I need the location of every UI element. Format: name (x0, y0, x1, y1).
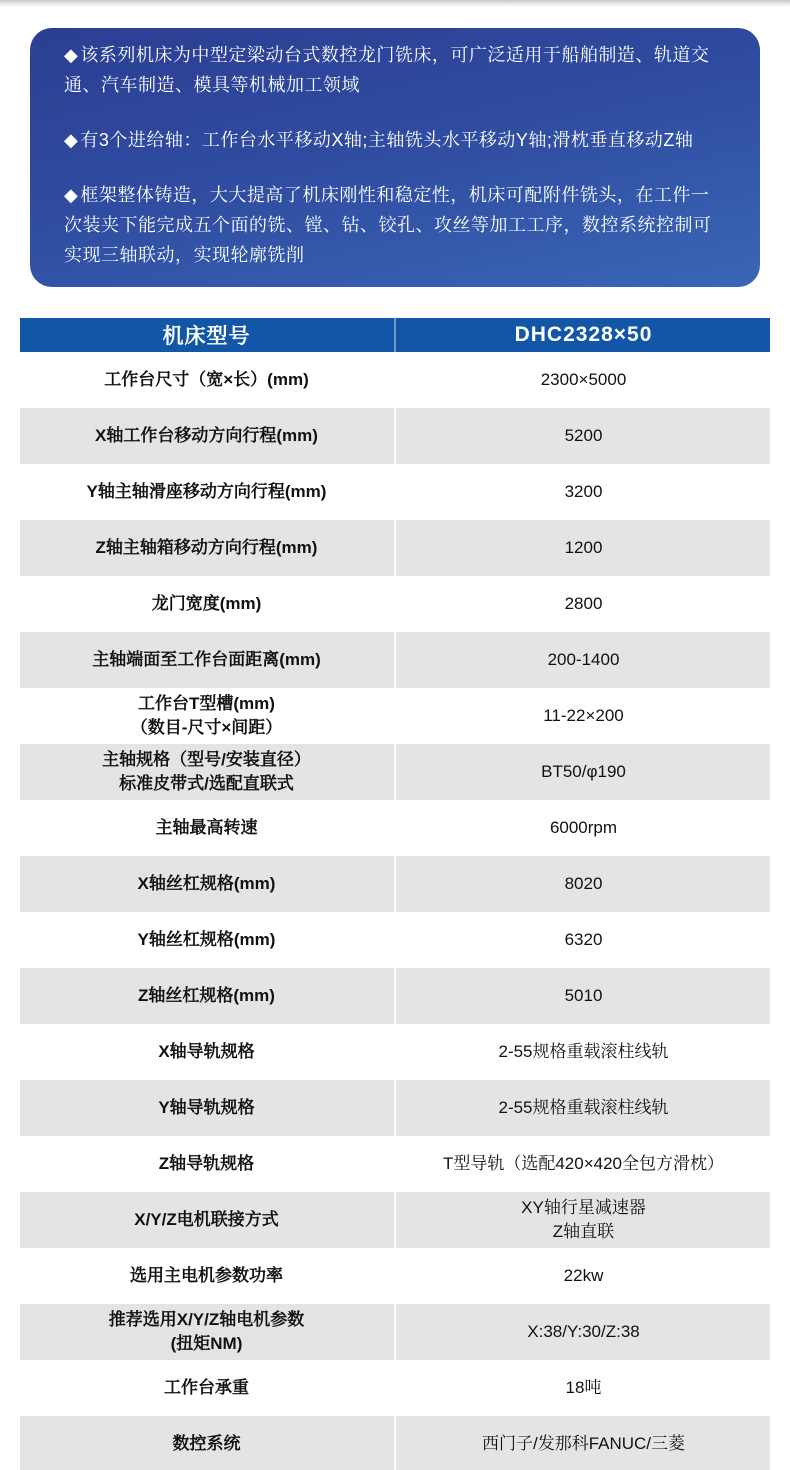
spec-label-cell (20, 800, 393, 856)
spec-label-cell (20, 1080, 393, 1136)
spec-label-cell (20, 1360, 393, 1416)
intro-paragraph (64, 180, 726, 270)
spec-label-cell (20, 1304, 393, 1360)
spec-row (20, 688, 770, 744)
spec-value: 6000rpm (549, 818, 618, 837)
spec-value: 8020 (564, 874, 603, 893)
intro-paragraph (64, 40, 726, 100)
spec-row (20, 1360, 770, 1416)
spec-value-cell (397, 800, 770, 856)
spec-label-cell (20, 1136, 393, 1192)
spec-label-cell (20, 464, 393, 520)
spec-label: 推荐选用X/Y/Z轴电机参数 (108, 1310, 305, 1329)
spec-label: Y轴丝杠规格(mm) (137, 930, 276, 949)
spec-value-cell (397, 968, 770, 1024)
spec-value-line2: Z轴直联 (552, 1222, 615, 1241)
intro-paragraph-text: 有3个进给轴：工作台水平移动X轴;主轴铣头水平移动Y轴;滑枕垂直移动Z轴 (80, 130, 694, 150)
spec-label-cell (20, 912, 393, 968)
spec-value-cell (397, 744, 770, 800)
spec-value-cell (397, 1416, 770, 1470)
spec-row (20, 1024, 770, 1080)
diamond-bullet-icon: ◆ (64, 185, 79, 205)
header-model-value: DHC2328×50 (514, 323, 653, 346)
spec-label: X轴工作台移动方向行程(mm) (95, 426, 318, 445)
spec-label: 数控系统 (172, 1434, 241, 1453)
spec-value-cell (397, 912, 770, 968)
spec-value: 22kw (563, 1266, 604, 1285)
spec-value: 西门子/发那科FANUC/三菱 (481, 1434, 686, 1453)
spec-value-cell (397, 1304, 770, 1360)
spec-value-cell (397, 688, 770, 744)
spec-value-cell (397, 1024, 770, 1080)
spec-label: 主轴最高转速 (155, 818, 258, 837)
spec-value: 6320 (564, 930, 603, 949)
spec-label-line2: (扭矩NM) (170, 1334, 243, 1353)
spec-row (20, 1304, 770, 1360)
spec-value: 2800 (564, 594, 603, 613)
spec-row (20, 520, 770, 576)
spec-label-cell (20, 352, 393, 408)
spec-label-cell (20, 856, 393, 912)
spec-label: Z轴导轨规格 (158, 1154, 255, 1173)
spec-row (20, 1136, 770, 1192)
spec-label: 选用主电机参数功率 (130, 1266, 283, 1285)
spec-value: 2300×5000 (540, 370, 627, 389)
spec-value-cell (397, 1248, 770, 1304)
spec-value-cell (397, 1360, 770, 1416)
spec-label-cell (20, 968, 393, 1024)
spec-label-cell (20, 1248, 393, 1304)
spec-label-line2: （数目-尺寸×间距） (130, 718, 283, 737)
spec-label: X轴丝杠规格(mm) (137, 874, 276, 893)
spec-label-cell (20, 632, 393, 688)
top-shadow-band (0, 0, 790, 7)
spec-value-cell (397, 1136, 770, 1192)
spec-value-cell (397, 632, 770, 688)
spec-value: T型导轨（选配420×420全包方滑枕） (442, 1154, 725, 1173)
spec-value-cell (397, 408, 770, 464)
spec-label-cell (20, 520, 393, 576)
spec-label-cell (20, 576, 393, 632)
spec-value: BT50/φ190 (541, 762, 626, 781)
spec-value-cell (397, 520, 770, 576)
spec-label-cell (20, 1024, 393, 1080)
spec-value: 1200 (564, 538, 603, 557)
spec-label: 工作台承重 (164, 1378, 249, 1397)
spec-value: 2-55规格重载滚柱线轨 (498, 1042, 669, 1061)
spec-row (20, 1416, 770, 1470)
spec-row (20, 912, 770, 968)
spec-value-cell (397, 576, 770, 632)
spec-row (20, 408, 770, 464)
header-param-label: 机床型号 (162, 325, 251, 348)
spec-label: X轴导轨规格 (158, 1042, 255, 1061)
spec-row (20, 1080, 770, 1136)
spec-label: Y轴导轨规格 (158, 1098, 255, 1117)
spec-value: 3200 (564, 482, 603, 501)
spec-label-cell (20, 688, 393, 744)
spec-row (20, 968, 770, 1024)
spec-label: 工作台T型槽(mm) (138, 694, 275, 713)
spec-label-line2: 标准皮带式/选配直联式 (119, 774, 294, 793)
spec-label-cell (20, 744, 393, 800)
intro-paragraph-text: 该系列机床为中型定梁动台式数控龙门铣床，可广泛适用于船舶制造、轨道交通、汽车制造、模具等机械加工领域 (64, 45, 710, 95)
spec-label: X/Y/Z电机联接方式 (134, 1210, 279, 1229)
spec-value: 5200 (564, 426, 603, 445)
spec-value: 2-55规格重载滚柱线轨 (498, 1098, 669, 1117)
spec-label-cell (20, 1416, 393, 1470)
spec-value: X:38/Y:30/Z:38 (527, 1322, 640, 1341)
spec-label: 主轴规格（型号/安装直径） (102, 750, 311, 769)
spec-row (20, 800, 770, 856)
spec-value: 200-1400 (547, 650, 620, 669)
spec-row (20, 744, 770, 800)
spec-value: 11-22×200 (543, 706, 624, 725)
spec-value: 5010 (564, 986, 603, 1005)
spec-value-cell (397, 352, 770, 408)
spec-label: Z轴主轴箱移动方向行程(mm) (95, 538, 318, 557)
diamond-bullet-icon: ◆ (64, 45, 79, 65)
spec-value: XY轴行星减速器 (521, 1198, 646, 1217)
spec-row (20, 464, 770, 520)
spec-table-header (20, 318, 770, 352)
spec-row (20, 632, 770, 688)
spec-label: Z轴丝杠规格(mm) (138, 986, 275, 1005)
spec-value-cell (397, 1192, 770, 1248)
spec-label: 主轴端面至工作台面距离(mm) (92, 650, 321, 669)
spec-value-cell (397, 856, 770, 912)
spec-row (20, 352, 770, 408)
spec-value-cell (397, 1080, 770, 1136)
spec-label: Y轴主轴滑座移动方向行程(mm) (86, 482, 327, 501)
spec-row (20, 576, 770, 632)
spec-row (20, 1192, 770, 1248)
spec-label-cell (20, 408, 393, 464)
intro-paragraph-text: 框架整体铸造，大大提高了机床刚性和稳定性，机床可配附件铣头，在工件一次装夹下能完成五个面的铣、镗、钻、铰孔、攻丝等加工工序，数控系统控制可实现三轴联动，实现轮廓铣削 (64, 185, 712, 265)
spec-row (20, 856, 770, 912)
spec-value: 18吨 (565, 1378, 602, 1397)
spec-table (20, 318, 770, 1470)
diamond-bullet-icon: ◆ (64, 130, 79, 150)
spec-label-cell (20, 1192, 393, 1248)
intro-box (30, 28, 760, 287)
spec-value-cell (397, 464, 770, 520)
spec-row (20, 1248, 770, 1304)
spec-label: 工作台尺寸（宽×长）(mm) (104, 370, 309, 389)
intro-paragraph (64, 125, 726, 155)
spec-label: 龙门宽度(mm) (151, 594, 262, 613)
